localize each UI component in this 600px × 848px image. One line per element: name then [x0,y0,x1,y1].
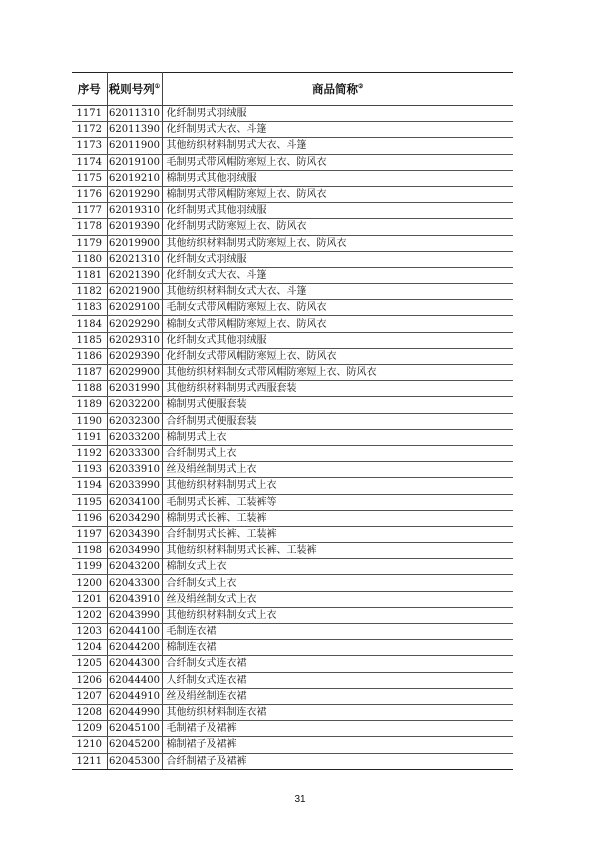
row-code-cell: 62019310 [107,203,162,219]
row-seq-cell: 1191 [72,429,107,445]
row-name-cell: 化纤制女式带风帽防寒短上衣、防风衣 [162,348,513,364]
row-name-cell: 化纤制男式防寒短上衣、防风衣 [162,219,513,235]
row-name-cell: 人纤制女式连衣裙 [162,672,513,688]
tariff-table [72,72,513,770]
table-row [72,462,513,478]
row-seq-cell: 1187 [72,365,107,381]
row-code-cell: 62043910 [107,591,162,607]
row-name-cell: 毛制连衣裙 [162,624,513,640]
table-row [72,672,513,688]
row-seq-cell: 1204 [72,640,107,656]
tariff-table-container [72,72,513,770]
row-seq-cell: 1184 [72,316,107,332]
table-row [72,122,513,138]
row-code-cell: 62019900 [107,235,162,251]
row-name-cell: 化纤制男式其他羽绒服 [162,203,513,219]
table-row [72,607,513,623]
row-seq-cell: 1190 [72,413,107,429]
row-name-cell: 棉制女式上衣 [162,559,513,575]
row-seq-cell: 1177 [72,203,107,219]
row-name-cell: 合纤制男式长裤、工装裤 [162,526,513,542]
row-code-cell: 62043990 [107,607,162,623]
row-code-cell: 62044100 [107,624,162,640]
row-seq-cell: 1182 [72,284,107,300]
row-code-cell: 62032200 [107,397,162,413]
row-code-cell: 62033910 [107,462,162,478]
row-name-cell: 棉制裙子及裙裤 [162,737,513,753]
table-row [72,365,513,381]
table-row [72,429,513,445]
row-name-cell: 合纤制女式上衣 [162,575,513,591]
row-code-cell: 62021390 [107,267,162,283]
row-code-cell: 62029900 [107,365,162,381]
row-code-cell: 62044300 [107,656,162,672]
row-name-cell: 其他纺织材料制连衣裙 [162,704,513,720]
row-code-cell: 62043200 [107,559,162,575]
row-seq-cell: 1185 [72,332,107,348]
row-seq-cell: 1196 [72,510,107,526]
row-name-cell: 棉制男式长裤、工装裤 [162,510,513,526]
table-row [72,656,513,672]
row-name-cell: 化纤制女式大衣、斗篷 [162,267,513,283]
row-code-cell: 62019100 [107,154,162,170]
table-row [72,219,513,235]
table-row [72,203,513,219]
table-row [72,510,513,526]
table-row [72,332,513,348]
header-code [107,73,162,106]
row-seq-cell: 1207 [72,688,107,704]
row-seq-cell: 1183 [72,300,107,316]
page-number: 31 [294,794,306,805]
row-code-cell: 62029390 [107,348,162,364]
row-name-cell: 其他纺织材料制男式大衣、斗篷 [162,138,513,154]
row-name-cell: 其他纺织材料制女式大衣、斗篷 [162,284,513,300]
row-name-cell: 棉制男式带风帽防寒短上衣、防风衣 [162,186,513,202]
row-seq-cell: 1175 [72,170,107,186]
table-row [72,397,513,413]
header-name-label: 商品简称 [312,82,359,96]
table-row [72,559,513,575]
table-row [72,235,513,251]
row-code-cell: 62021310 [107,251,162,267]
table-row [72,640,513,656]
row-name-cell: 化纤制女式其他羽绒服 [162,332,513,348]
row-name-cell: 毛制裙子及裙裤 [162,721,513,737]
row-code-cell: 62034100 [107,494,162,510]
row-code-cell: 62034390 [107,526,162,542]
row-seq-cell: 1202 [72,607,107,623]
row-seq-cell: 1176 [72,186,107,202]
table-row [72,494,513,510]
row-code-cell: 62011390 [107,122,162,138]
table-row [72,543,513,559]
row-name-cell: 棉制男式便服套装 [162,397,513,413]
header-row [72,73,513,106]
row-name-cell: 其他纺织材料制女式带风帽防寒短上衣、防风衣 [162,365,513,381]
table-row [72,348,513,364]
row-code-cell: 62044910 [107,688,162,704]
table-row [72,138,513,154]
row-code-cell: 62033300 [107,445,162,461]
table-row [72,445,513,461]
table-row [72,704,513,720]
row-code-cell: 62034990 [107,543,162,559]
row-name-cell: 其他纺织材料制男式西服套装 [162,381,513,397]
row-code-cell: 62034290 [107,510,162,526]
row-code-cell: 62011900 [107,138,162,154]
row-seq-cell: 1174 [72,154,107,170]
row-seq-cell: 1206 [72,672,107,688]
row-name-cell: 合纤制男式上衣 [162,445,513,461]
row-code-cell: 62045100 [107,721,162,737]
row-name-cell: 化纤制女式羽绒服 [162,251,513,267]
row-seq-cell: 1208 [72,704,107,720]
row-code-cell: 62029100 [107,300,162,316]
row-code-cell: 62031990 [107,381,162,397]
row-seq-cell: 1178 [72,219,107,235]
table-row [72,300,513,316]
table-row [72,251,513,267]
row-seq-cell: 1189 [72,397,107,413]
table-row [72,381,513,397]
row-code-cell: 62032300 [107,413,162,429]
header-code-footnote: ① [154,83,161,91]
row-seq-cell: 1179 [72,235,107,251]
table-row [72,154,513,170]
table-row [72,316,513,332]
row-code-cell: 62021900 [107,284,162,300]
row-name-cell: 毛制男式带风帽防寒短上衣、防风衣 [162,154,513,170]
header-name-footnote: ② [358,83,364,91]
row-code-cell: 62029310 [107,332,162,348]
table-row [72,106,513,122]
row-seq-cell: 1199 [72,559,107,575]
row-name-cell: 其他纺织材料制男式防寒短上衣、防风衣 [162,235,513,251]
row-seq-cell: 1205 [72,656,107,672]
row-seq-cell: 1173 [72,138,107,154]
row-seq-cell: 1198 [72,543,107,559]
table-row [72,526,513,542]
row-code-cell: 62011310 [107,106,162,122]
header-code-label: 税则号列 [108,82,155,96]
row-seq-cell: 1209 [72,721,107,737]
header-name [162,73,513,106]
row-seq-cell: 1188 [72,381,107,397]
row-name-cell: 合纤制男式便服套装 [162,413,513,429]
table-row [72,170,513,186]
row-code-cell: 62044990 [107,704,162,720]
row-name-cell: 合纤制女式连衣裙 [162,656,513,672]
table-row [72,478,513,494]
table-row [72,591,513,607]
row-seq-cell: 1203 [72,624,107,640]
row-name-cell: 棉制女式带风帽防寒短上衣、防风衣 [162,316,513,332]
row-code-cell: 62045300 [107,753,162,769]
row-code-cell: 62044200 [107,640,162,656]
row-name-cell: 丝及绢丝制女式上衣 [162,591,513,607]
row-name-cell: 丝及绢丝制男式上衣 [162,462,513,478]
row-code-cell: 62019210 [107,170,162,186]
row-seq-cell: 1200 [72,575,107,591]
row-name-cell: 棉制男式其他羽绒服 [162,170,513,186]
table-row [72,737,513,753]
row-seq-cell: 1186 [72,348,107,364]
row-name-cell: 其他纺织材料制男式长裤、工装裤 [162,543,513,559]
header-seq: 序号 [72,73,107,106]
table-row [72,267,513,283]
table-row [72,413,513,429]
row-seq-cell: 1211 [72,753,107,769]
row-name-cell: 丝及绢丝制连衣裙 [162,688,513,704]
row-code-cell: 62019390 [107,219,162,235]
row-code-cell: 62043300 [107,575,162,591]
row-name-cell: 棉制连衣裙 [162,640,513,656]
row-code-cell: 62044400 [107,672,162,688]
table-row [72,721,513,737]
row-name-cell: 棉制男式上衣 [162,429,513,445]
row-name-cell: 其他纺织材料制男式上衣 [162,478,513,494]
row-code-cell: 62033200 [107,429,162,445]
table-row [72,753,513,769]
table-row [72,575,513,591]
row-seq-cell: 1171 [72,106,107,122]
table-row [72,186,513,202]
row-code-cell: 62033990 [107,478,162,494]
row-seq-cell: 1181 [72,267,107,283]
row-seq-cell: 1192 [72,445,107,461]
row-name-cell: 毛制男式长裤、工装裤等 [162,494,513,510]
table-row [72,688,513,704]
row-name-cell: 其他纺织材料制女式上衣 [162,607,513,623]
row-seq-cell: 1210 [72,737,107,753]
row-seq-cell: 1195 [72,494,107,510]
row-code-cell: 62029290 [107,316,162,332]
row-seq-cell: 1194 [72,478,107,494]
table-row [72,624,513,640]
row-seq-cell: 1197 [72,526,107,542]
row-name-cell: 化纤制男式羽绒服 [162,106,513,122]
row-seq-cell: 1201 [72,591,107,607]
row-name-cell: 化纤制男式大衣、斗篷 [162,122,513,138]
row-seq-cell: 1180 [72,251,107,267]
row-seq-cell: 1172 [72,122,107,138]
row-code-cell: 62045200 [107,737,162,753]
row-name-cell: 合纤制裙子及裙裤 [162,753,513,769]
table-row [72,284,513,300]
row-code-cell: 62019290 [107,186,162,202]
row-seq-cell: 1193 [72,462,107,478]
row-name-cell: 毛制女式带风帽防寒短上衣、防风衣 [162,300,513,316]
